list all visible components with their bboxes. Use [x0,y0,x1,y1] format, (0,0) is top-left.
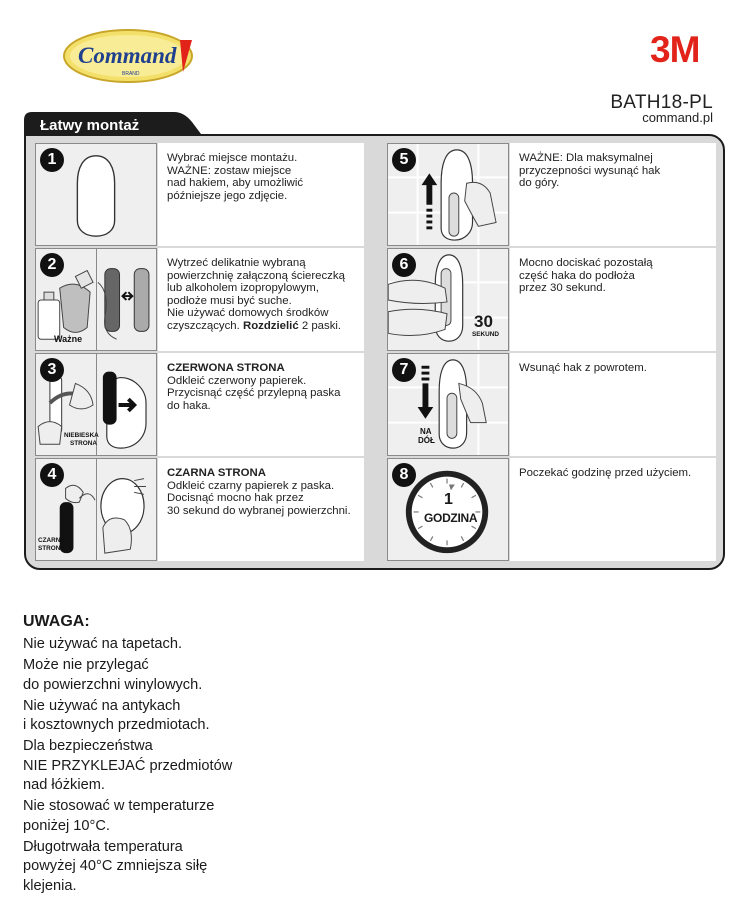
step-2-tail: 2 paski. [298,319,342,332]
step-2-line: podłoże musi być suche. [167,294,292,307]
step-2-image-label: Ważne [54,334,83,344]
warning-line: NIE PRZYKLEJAĆ przedmiotów [23,757,233,774]
step-2-line: powierzchnię załączoną ściereczką [167,269,345,282]
step-4-image-label-2: STRONA [38,545,65,552]
step-7-label-2: DÓŁ [418,436,435,445]
step-4-image [35,458,157,561]
step-3-line: do haka. [167,399,211,412]
step-4-text [158,458,364,561]
step-2-line-last [167,320,364,333]
step-7-label-1: NA [420,427,432,436]
warning-line: klejenia. [23,877,77,894]
step-1-line: Wybrać miejsce montażu. [167,152,298,164]
step-6-seconds: 30 [474,312,493,331]
step-4-heading: CZARNA STRONA [167,467,266,479]
step-4-image-label-1: CZARNA [38,537,65,544]
step-2-bold: Rozdzielić [242,319,299,332]
warning-section [23,613,343,898]
step-3-image [35,353,157,456]
step-7-image [387,353,509,456]
step-5-number: 5 [392,148,416,172]
product-code: BATH18-PL [610,92,713,113]
step-2-text [158,248,364,351]
warning-line: i kosztownych przedmiotach. [23,717,210,733]
warning-line: do powierzchni winylowych. [23,676,203,693]
warning-item [23,737,343,796]
step-3-line: Przycisnąć część przylepną paska [167,387,341,400]
step-8-number: 8 [392,463,416,487]
step-8-hours: 1 [444,491,453,508]
warning-item [23,697,343,736]
3m-logo [650,30,716,66]
step-2-line: czyszczących. [167,319,240,332]
step-8-line: Poczekać godzinę przed użyciem. [519,467,692,479]
step-2-image [35,248,157,351]
step-3-heading: CZERWONA STRONA [167,362,285,374]
step-7-line: Wsunąć hak z powrotem. [519,362,647,374]
step-4-number: 4 [40,463,64,487]
step-8-text [510,458,716,561]
step-3-line: Odkleić czerwony papierek. [167,374,307,387]
warning-line: poniżej 10°C. [23,817,110,834]
step-3-number: 3 [40,358,64,382]
step-1-line: późniejsze jego zdjęcie. [167,189,288,202]
warning-line: Nie używać na tapetach. [23,636,182,652]
logo-word: Command [78,43,177,68]
step-2-line: Wytrzeć delikatnie wybraną [167,257,306,269]
step-5-line: do góry. [519,177,560,190]
step-6-text [510,248,716,351]
step-4-line: Odkleić czarny papierek z paska. [167,479,335,492]
command-logo [62,26,202,86]
step-1-image [35,143,157,246]
section-title: Łatwy montaż [40,117,140,134]
step-2-number: 2 [40,253,64,277]
step-5-line: przyczepności wysunąć hak [519,164,661,177]
step-6-line: Mocno dociskać pozostałą [519,257,653,269]
step-4-line: 30 sekund do wybranej powierzchni. [167,504,351,517]
step-3-image-label-2: STRONA [70,440,97,447]
warning-line: nad łóżkiem. [23,777,105,793]
step-1-number: 1 [40,148,64,172]
warning-line: Nie używać na antykach [23,697,181,714]
website: command.pl [642,110,713,125]
step-6-line: część haka do podłoża [519,269,635,282]
warning-line: Może nie przylegać [23,657,149,673]
step-1-line: nad hakiem, aby umożliwić [167,177,304,190]
step-3-text [158,353,364,456]
step-6-number: 6 [392,253,416,277]
warning-line: Nie stosować w temperaturze [23,798,215,814]
step-3-image-label-1: NIEBIESKA [64,432,99,439]
3m-text: 3M [650,30,700,66]
warning-line: Dla bezpieczeństwa [23,738,153,754]
warning-item [23,656,343,695]
logo-sub: BRAND [122,71,140,77]
warning-item [23,838,343,897]
warning-item [23,797,343,836]
step-6-image [387,248,509,351]
step-2-line: lub alkoholem izopropylowym, [167,282,319,295]
step-7-number: 7 [392,358,416,382]
warning-line: powyżej 40°C zmniejsza siłę [23,858,208,874]
step-8-hours-label: GODZINA [424,511,478,525]
step-6-seconds-label: SEKUND [472,331,499,338]
warning-line: Długotrwała temperatura [23,838,183,855]
step-5-line: WAŻNE: Dla maksymalnej [519,152,653,164]
step-8-image [387,458,509,561]
step-5-image [387,143,509,246]
warning-item [23,635,343,655]
step-4-line: Docisnąć mocno hak przez [167,492,304,505]
step-1-line: WAŻNE: zostaw miejsce [167,164,292,177]
step-5-text [510,143,716,246]
step-1-text [158,143,364,246]
warning-title: UWAGA: [23,613,90,630]
step-7-text [510,353,716,456]
step-2-line: Nie używać domowych środków [167,307,329,320]
step-6-line: przez 30 sekund. [519,282,606,295]
